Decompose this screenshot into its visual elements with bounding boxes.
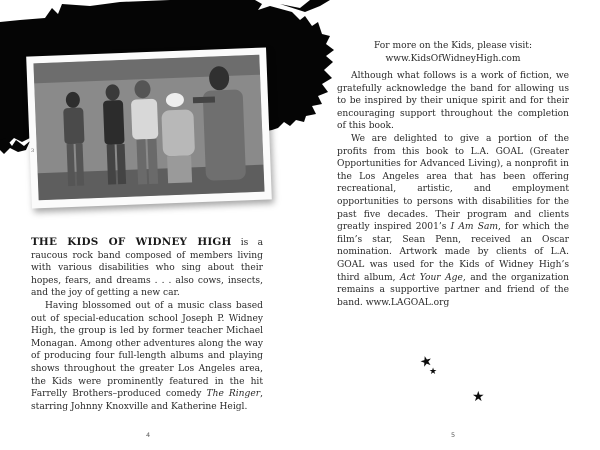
film-title-i-am-sam: I Am Sam (450, 222, 498, 233)
right-body-text (337, 70, 569, 309)
star-icon: ★ (472, 389, 485, 405)
star-icon: ★ (429, 367, 438, 377)
la-goal-text-middle: , for which the film’s star, Sean Penn, received an Oscar nomination. Artwork made by clients of L.A. GOAL was used for the Kids of Widney High’s third album, (337, 222, 569, 283)
left-body-text (31, 236, 263, 413)
band-history-paragraph (31, 300, 263, 413)
album-title-act-your-age: Act Your Age (400, 272, 463, 283)
la-goal-text-end: , and the organization remains a supportive partner and friend of the band. www.LAGOAL.org (337, 272, 569, 308)
visit-note (337, 40, 569, 65)
film-title-the-ringer: The Ringer (206, 389, 261, 400)
visit-line: For more on the Kids, please visit: (373, 41, 533, 51)
side-marker: 3 (31, 148, 35, 154)
la-goal-paragraph (337, 133, 569, 309)
band-name-lead: THE KIDS OF WIDNEY HIGH (31, 236, 232, 248)
acknowledgment-paragraph: Although what follows is a work of fiction, we gratefully acknowledge the band for allowing us to be inspired by their unique spirit and for their encouraging support throughout the completion of this book. (337, 71, 569, 132)
right-page (300, 0, 600, 450)
history-text: Having blossomed out of a music class based out of special-education school Joseph P. Widney High, the group is led by former teacher Michael Monagan. Among other adventures along the way of producing four full-length albums and playing shows throughout the greater Los Angeles area, the Kids were prominently featured in the hit Farrelly Brothers–produced comedy (31, 300, 263, 400)
band-intro-paragraph (31, 236, 263, 300)
band-photo (33, 55, 264, 201)
page-number-right: 5 (451, 431, 456, 439)
band-photo-frame (26, 47, 272, 208)
intro-text: is a raucous rock band composed of members living with various disabilities who sing about their hopes, fears, and dreams . . . also cows, insects, and the joy of getting a new car. (31, 238, 263, 299)
star-icon: ★ (418, 352, 435, 372)
photo-image-icon (33, 55, 264, 201)
website-link[interactable]: www.KidsOfWidneyHigh.com (385, 53, 521, 64)
la-goal-text: We are delighted to give a portion of the profits from this book to L.A. GOAL (Greater Opportunities for Advanced Living), a nonprofit in the Los Angeles area that has been offering recreational, artistic, and employment opportunities to persons with disabilities for the past five decades. Their program and clients greatly inspired 2001’s (337, 133, 569, 233)
history-text-end: , starring Johnny Knoxville and Katherine Heigl. (31, 389, 263, 412)
page-number-left: 4 (146, 431, 151, 439)
